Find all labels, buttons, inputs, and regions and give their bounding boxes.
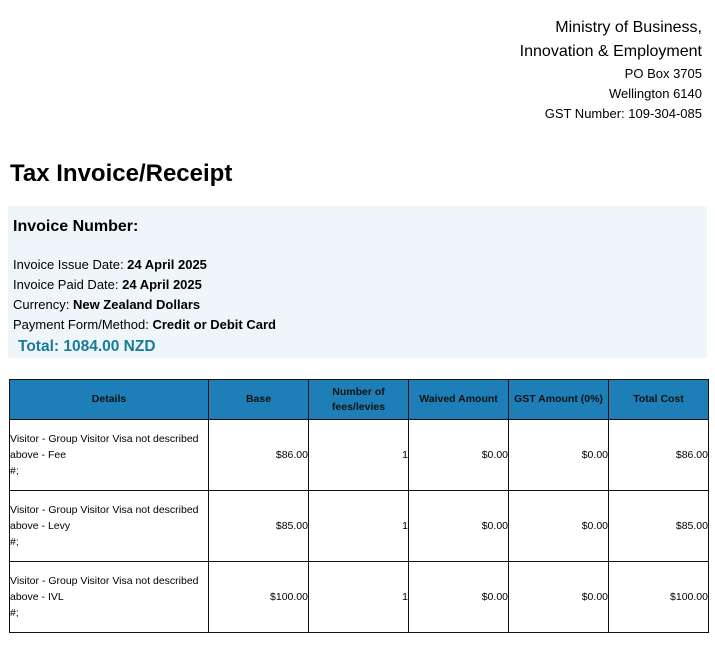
cell-gst: $0.00 — [509, 491, 609, 562]
details-line-3: #; — [10, 607, 19, 619]
org-gst-number: GST Number: 109-304-085 — [544, 106, 702, 121]
invoice-number-label: Invoice Number: — [13, 218, 139, 235]
header-number-line-1: Number of — [332, 385, 385, 398]
currency-label: Currency: — [13, 297, 73, 312]
table-row — [10, 562, 709, 633]
details-line-1: Visitor - Group Visitor Visa not described — [10, 433, 199, 445]
cell-details — [10, 562, 209, 633]
cell-count: 1 — [309, 562, 409, 633]
org-name-line-2: Innovation & Employment — [519, 43, 702, 60]
page-title: Tax Invoice/Receipt — [10, 160, 233, 187]
invoice-total: Total: 1084.00 NZD — [18, 338, 156, 355]
header-details: Details — [10, 380, 209, 420]
payment-method-label: Payment Form/Method: — [13, 317, 153, 332]
table-header-row — [10, 380, 709, 420]
table-row — [10, 491, 709, 562]
invoice-items-table — [9, 379, 709, 633]
cell-total: $86.00 — [609, 420, 709, 491]
cell-base: $85.00 — [209, 491, 309, 562]
cell-waived: $0.00 — [409, 420, 509, 491]
payment-method-value: Credit or Debit Card — [152, 317, 276, 332]
header-total-cost: Total Cost — [609, 380, 709, 420]
header-base: Base — [209, 380, 309, 420]
details-line-1: Visitor - Group Visitor Visa not described — [10, 575, 199, 587]
details-line-2: above - Fee — [10, 449, 67, 461]
org-po-box: PO Box 3705 — [624, 66, 702, 81]
invoice-paid-date — [13, 277, 202, 292]
header-waived-amount: Waived Amount — [409, 380, 509, 420]
details-line-1: Visitor - Group Visitor Visa not described — [10, 504, 199, 516]
currency-value: New Zealand Dollars — [72, 297, 201, 312]
details-line-2: above - Levy — [10, 520, 71, 532]
cell-details — [10, 491, 209, 562]
table-row — [10, 420, 709, 491]
invoice-payment-method — [13, 317, 276, 332]
organization-address — [520, 16, 702, 124]
cell-waived: $0.00 — [409, 562, 509, 633]
issue-date-value: 24 April 2025 — [127, 257, 207, 272]
details-line-2: above - IVL — [10, 591, 64, 603]
paid-date-label: Invoice Paid Date: — [13, 277, 123, 292]
cell-base: $86.00 — [209, 420, 309, 491]
cell-gst: $0.00 — [509, 420, 609, 491]
issue-date-label: Invoice Issue Date: — [13, 257, 128, 272]
cell-count: 1 — [309, 420, 409, 491]
invoice-currency — [13, 297, 200, 312]
cell-details — [10, 420, 209, 491]
org-city: Wellington 6140 — [609, 86, 702, 101]
details-line-3: #; — [10, 465, 19, 477]
paid-date-value: 24 April 2025 — [122, 277, 202, 292]
header-number-of-fees — [309, 380, 409, 420]
header-gst-amount: GST Amount (0%) — [509, 380, 609, 420]
cell-total: $85.00 — [609, 491, 709, 562]
invoice-issue-date — [13, 257, 207, 272]
header-number-line-2: fees/levies — [331, 400, 386, 413]
org-name-line-1: Ministry of Business, — [555, 19, 702, 36]
cell-gst: $0.00 — [509, 562, 609, 633]
invoice-summary-panel — [8, 206, 707, 358]
details-line-3: #; — [10, 536, 19, 548]
cell-waived: $0.00 — [409, 491, 509, 562]
cell-base: $100.00 — [209, 562, 309, 633]
cell-total: $100.00 — [609, 562, 709, 633]
cell-count: 1 — [309, 491, 409, 562]
